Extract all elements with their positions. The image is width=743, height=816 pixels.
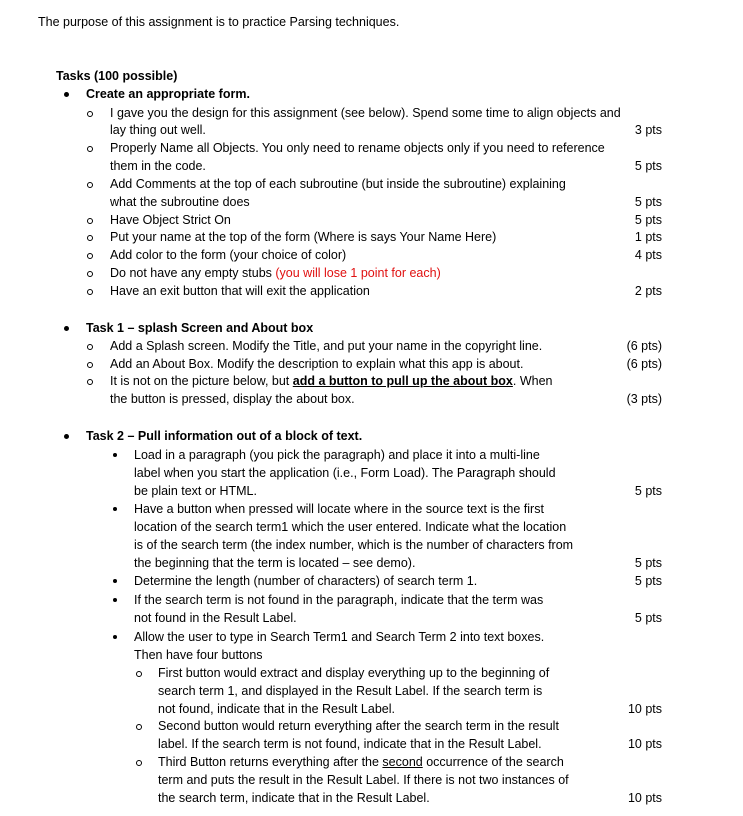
points-value: 5 pts: [634, 484, 662, 498]
list-item-text: Third Button returns everything after the: [158, 755, 383, 769]
list-item-line: Have an exit button that will exit the application: [110, 284, 370, 298]
list-item-line: label when you start the application (i.e., Form Load). The Paragraph should: [134, 466, 556, 480]
bullet: [64, 326, 69, 331]
sub-bullet: [87, 182, 93, 188]
sub-bullet: [87, 344, 93, 350]
list-item-line: the beginning that the term is located – see demo).: [134, 556, 416, 570]
points-value: (6 pts): [626, 357, 662, 371]
sub-bullet: [87, 218, 93, 224]
points-value: 5 pts: [634, 195, 662, 209]
tasks-header: Tasks (100 possible): [56, 69, 178, 83]
list-item-line: First button would extract and display everything up to the beginning of: [158, 666, 550, 680]
bullet: [113, 579, 117, 583]
list-item-line: Add an About Box. Modify the description to explain what this app is about.: [110, 357, 524, 371]
emphasis-text: add a button to pull up the about box: [292, 374, 513, 388]
sub-bullet: [87, 146, 93, 152]
bullet: [64, 92, 69, 97]
points-value: 1 pts: [634, 230, 662, 244]
sub-bullet: [136, 724, 142, 730]
points-value: 3 pts: [634, 123, 662, 137]
list-item-line: not found in the Result Label.: [134, 611, 297, 625]
list-item-line: Add Comments at the top of each subroutine (but inside the subroutine) explaining: [110, 177, 566, 191]
list-item-line: not found, indicate that in the Result Label.: [158, 702, 395, 716]
list-item-line: the button is pressed, display the about box.: [110, 392, 355, 406]
bullet: [113, 507, 117, 511]
points-value: 5 pts: [634, 574, 662, 588]
list-item-text: Do not have any empty stubs: [110, 266, 276, 280]
points-value: 5 pts: [634, 611, 662, 625]
list-item-line: Load in a paragraph (you pick the paragraph) and place it into a multi-line: [134, 448, 540, 462]
list-item-text: . When: [512, 374, 553, 388]
list-item-line: Have a button when pressed will locate where in the source text is the first: [134, 502, 544, 516]
form-section-title: Create an appropriate form.: [86, 87, 250, 101]
points-value: 4 pts: [634, 248, 662, 262]
list-item-line: Properly Name all Objects. You only need to rename objects only if you need to reference: [110, 141, 605, 155]
sub-bullet: [87, 253, 93, 259]
sub-bullet: [87, 235, 93, 241]
list-item-line: them in the code.: [110, 159, 206, 173]
task1-title: Task 1 – splash Screen and About box: [86, 321, 314, 335]
points-value: 10 pts: [627, 791, 662, 805]
sub-bullet: [87, 379, 93, 385]
points-value: 10 pts: [627, 702, 662, 716]
sub-bullet: [136, 671, 142, 677]
points-value: 10 pts: [627, 737, 662, 751]
sub-bullet: [87, 111, 93, 117]
list-item-text: It is not on the picture below, but: [110, 374, 293, 388]
list-item-line: Allow the user to type in Search Term1 and Search Term 2 into text boxes.: [134, 630, 545, 644]
sub-bullet: [87, 362, 93, 368]
list-item-line: [158, 753, 564, 771]
list-item-line: If the search term is not found in the paragraph, indicate that the term was: [134, 593, 544, 607]
list-item-line: search term 1, and displayed in the Result Label. If the search term is: [158, 684, 543, 698]
list-item-line: I gave you the design for this assignment (see below). Spend some time to align objects and: [110, 106, 621, 120]
list-item-line: location of the search term1 which the user entered. Indicate what the location: [134, 520, 567, 534]
points-value: 5 pts: [634, 556, 662, 570]
bullet: [113, 453, 117, 457]
list-item-text: occurrence of the search: [422, 755, 564, 769]
list-item-line: Second button would return everything after the search term in the result: [158, 719, 559, 733]
list-item-line: label. If the search term is not found, indicate that in the Result Label.: [158, 737, 542, 751]
intro-text: The purpose of this assignment is to practice Parsing techniques.: [38, 15, 400, 29]
points-value: (3 pts): [626, 392, 662, 406]
penalty-note: (you will lose 1 point for each): [275, 266, 441, 280]
points-value: (6 pts): [626, 339, 662, 353]
list-item-line: Add color to the form (your choice of color): [110, 248, 347, 262]
task2-title: Task 2 – Pull information out of a block of text.: [86, 429, 363, 443]
sub-bullet: [87, 271, 93, 277]
bullet: [113, 635, 117, 639]
emphasis-text: second: [382, 755, 423, 769]
list-item-line: Then have four buttons: [134, 648, 263, 662]
bullet: [64, 434, 69, 439]
list-item-line: [110, 264, 441, 282]
list-item-line: Have Object Strict On: [110, 213, 231, 227]
list-item-line: the search term, indicate that in the Result Label.: [158, 791, 430, 805]
list-item-line: is of the search term (the index number, which is the number of characters from: [134, 538, 574, 552]
list-item-line: [110, 372, 552, 390]
list-item-line: term and puts the result in the Result Label. If there is not two instances of: [158, 773, 569, 787]
list-item-line: Put your name at the top of the form (Where is says Your Name Here): [110, 230, 497, 244]
points-value: 5 pts: [634, 159, 662, 173]
list-item-line: Determine the length (number of characters) of search term 1.: [134, 574, 478, 588]
points-value: 5 pts: [634, 213, 662, 227]
points-value: 2 pts: [634, 284, 662, 298]
list-item-line: lay thing out well.: [110, 123, 206, 137]
sub-bullet: [87, 289, 93, 295]
list-item-line: Add a Splash screen. Modify the Title, and put your name in the copyright line.: [110, 339, 543, 353]
sub-bullet: [136, 760, 142, 766]
bullet: [113, 598, 117, 602]
list-item-line: be plain text or HTML.: [134, 484, 257, 498]
list-item-line: what the subroutine does: [110, 195, 250, 209]
